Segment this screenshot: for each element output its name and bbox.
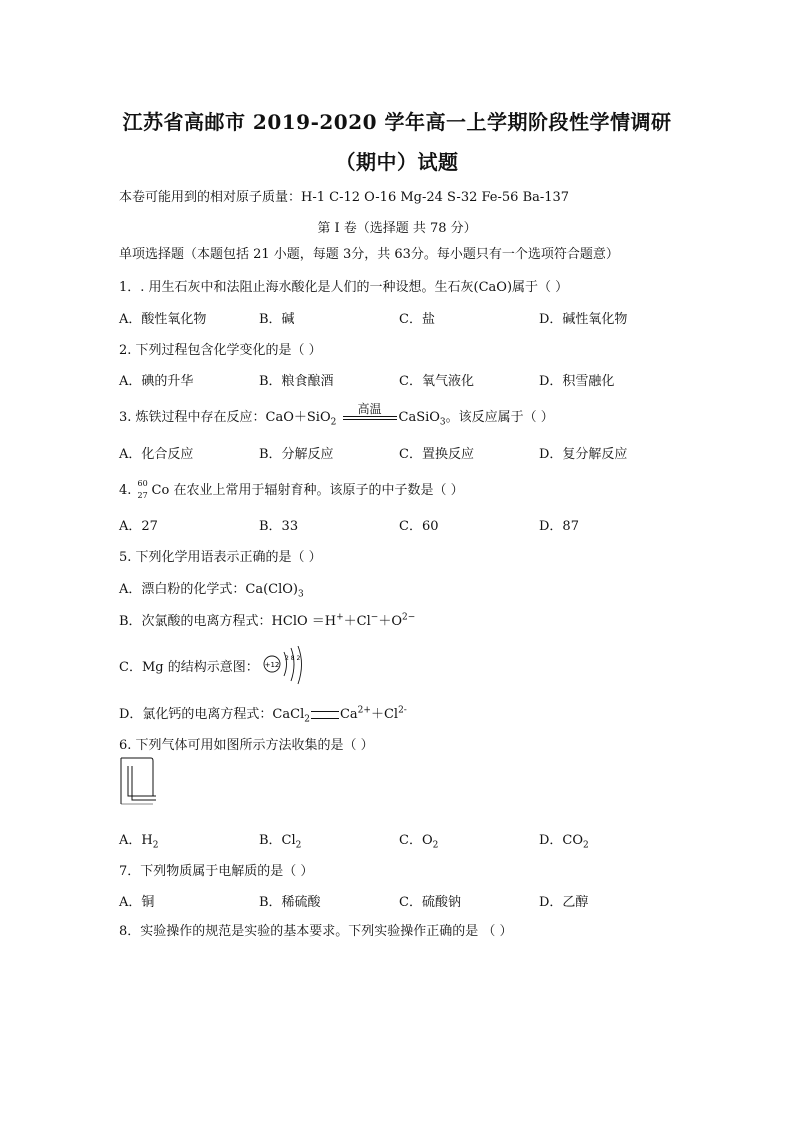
question-6-option-a-sub: 2 bbox=[152, 840, 159, 851]
h-plus: + bbox=[336, 612, 344, 623]
question-3-stem-post: 。该反应属于（ ） bbox=[445, 410, 554, 425]
section-instructions: 单项选择题（本题包括 21 小题，每题 3分，共 63分。每小题只有一个选项符合题意） bbox=[119, 247, 619, 262]
reaction-condition-arrow bbox=[343, 401, 397, 425]
question-5-option-d-mid: Ca bbox=[339, 707, 358, 722]
exam-title-line2: （期中）试题 bbox=[335, 150, 459, 174]
question-3-stem-pre: 3. 炼铁过程中存在反应：CaO＋SiO bbox=[119, 410, 331, 425]
equals-double-bar bbox=[311, 711, 339, 719]
cl-charge: 2- bbox=[398, 705, 407, 716]
question-3-option-a: A．化合反应 bbox=[119, 447, 194, 462]
question-1-option-b: B．碱 bbox=[259, 312, 295, 327]
question-5-option-b-mid2: ＋O bbox=[378, 614, 402, 629]
question-6-option-b-sub: 2 bbox=[295, 840, 302, 851]
question-6-option-a bbox=[119, 829, 158, 851]
question-5-option-b-mid: ＋Cl bbox=[343, 614, 371, 629]
exam-title-line1: 江苏省高邮市 2019-2020 学年高一上学期阶段性学情调研 bbox=[122, 110, 672, 134]
question-5-option-d-post: ＋Cl bbox=[370, 707, 399, 722]
o-charge: 2− bbox=[402, 612, 416, 623]
question-4-stem-text: Co 在农业上常用于辐射育种。该原子的中子数是（ ） bbox=[151, 483, 464, 498]
question-2-option-c: C．氧气液化 bbox=[399, 374, 474, 389]
question-6-option-d-text: D．CO bbox=[539, 833, 584, 848]
question-5-option-d bbox=[119, 703, 407, 725]
mass-number: 60 bbox=[137, 478, 148, 488]
cl-minus: − bbox=[370, 612, 379, 623]
gas-collection-apparatus-diagram bbox=[118, 756, 158, 812]
cobalt-nuclide bbox=[136, 478, 152, 500]
casio3-subscript: 3 bbox=[439, 417, 446, 428]
question-7-stem: 7．下列物质属于电解质的是（ ） bbox=[119, 864, 314, 879]
question-4-stem bbox=[119, 479, 464, 500]
question-4-option-b: B．33 bbox=[259, 519, 299, 534]
question-4-option-d: D．87 bbox=[539, 519, 579, 534]
question-5-option-d-sub: 2 bbox=[304, 714, 310, 725]
question-3-option-c: C．置换反应 bbox=[399, 447, 474, 462]
question-3-option-b: B．分解反应 bbox=[259, 447, 334, 462]
question-6-option-d-sub: 2 bbox=[583, 840, 589, 851]
question-2-option-b: B．粮食酿酒 bbox=[259, 374, 334, 389]
question-6-stem: 6. 下列气体可用如图所示方法收集的是（ ） bbox=[119, 738, 374, 753]
mg-atom-structure-diagram bbox=[262, 646, 312, 686]
question-2-option-a: A．碘的升华 bbox=[119, 374, 194, 389]
question-5-option-a-text: A．漂白粉的化学式：Ca(ClO) bbox=[119, 582, 298, 597]
question-1-option-d: D．碱性氧化物 bbox=[539, 312, 628, 327]
question-3-stem bbox=[119, 401, 554, 428]
mg-nucleus-label: +12 bbox=[264, 661, 280, 669]
question-7-option-b: B．稀硫酸 bbox=[259, 895, 321, 910]
atomic-masses: 本卷可能用到的相对原子质量：H-1 C-12 O-16 Mg-24 S-32 Fe-56 Ba-137 bbox=[119, 190, 570, 205]
question-5-stem: 5. 下列化学用语表示正确的是（ ） bbox=[119, 550, 322, 565]
ca-charge: 2+ bbox=[357, 705, 371, 716]
question-2-option-d: D．积雪融化 bbox=[539, 374, 615, 389]
question-6-option-a-text: A．H bbox=[119, 833, 153, 848]
question-6-option-d bbox=[539, 829, 589, 851]
question-5-option-c: C．Mg 的结构示意图： bbox=[119, 660, 259, 675]
question-5-option-b bbox=[119, 610, 415, 629]
question-7-option-a: A．铜 bbox=[119, 895, 155, 910]
mg-shell-labels: 2 8 2 bbox=[285, 655, 301, 662]
question-3-product: CaSiO bbox=[398, 410, 440, 425]
question-6-option-c bbox=[399, 829, 438, 851]
question-5-option-a-sub: 3 bbox=[298, 589, 304, 600]
question-6-option-b-text: B．Cl bbox=[259, 833, 296, 848]
question-5-option-a bbox=[119, 578, 304, 600]
question-1-option-a: A．酸性氧化物 bbox=[119, 312, 207, 327]
question-5-option-b-text: B．次氯酸的电离方程式：HClO ＝H bbox=[119, 614, 337, 629]
question-5-option-d-text: D．氯化钙的电离方程式：CaCl bbox=[119, 707, 305, 722]
question-3-option-d: D．复分解反应 bbox=[539, 447, 628, 462]
question-1-option-c: C．盐 bbox=[399, 312, 435, 327]
question-4-option-c: C．60 bbox=[399, 519, 439, 534]
question-6-option-c-sub: 2 bbox=[432, 840, 439, 851]
question-6-option-c-text: C．O bbox=[399, 833, 433, 848]
volume-title: 第 I 卷（选择题 共 78 分） bbox=[317, 221, 477, 236]
question-2-stem: 2. 下列过程包含化学变化的是（ ） bbox=[119, 343, 322, 358]
question-7-option-d: D．乙醇 bbox=[539, 895, 589, 910]
reaction-condition: 高温 bbox=[357, 401, 382, 416]
question-7-option-c: C．硫酸钠 bbox=[399, 895, 461, 910]
sio2-subscript: 2 bbox=[330, 417, 337, 428]
question-1-stem: 1．. 用生石灰中和法阻止海水酸化是人们的一种设想。生石灰(CaO)属于（ ） bbox=[119, 280, 569, 295]
question-4-number: 4. bbox=[119, 483, 132, 498]
atomic-number: 27 bbox=[137, 490, 148, 500]
question-4-option-a: A．27 bbox=[119, 519, 158, 534]
question-6-option-b bbox=[259, 829, 301, 851]
question-8-stem: 8．实验操作的规范是实验的基本要求。下列实验操作正确的是 （ ） bbox=[119, 924, 513, 939]
